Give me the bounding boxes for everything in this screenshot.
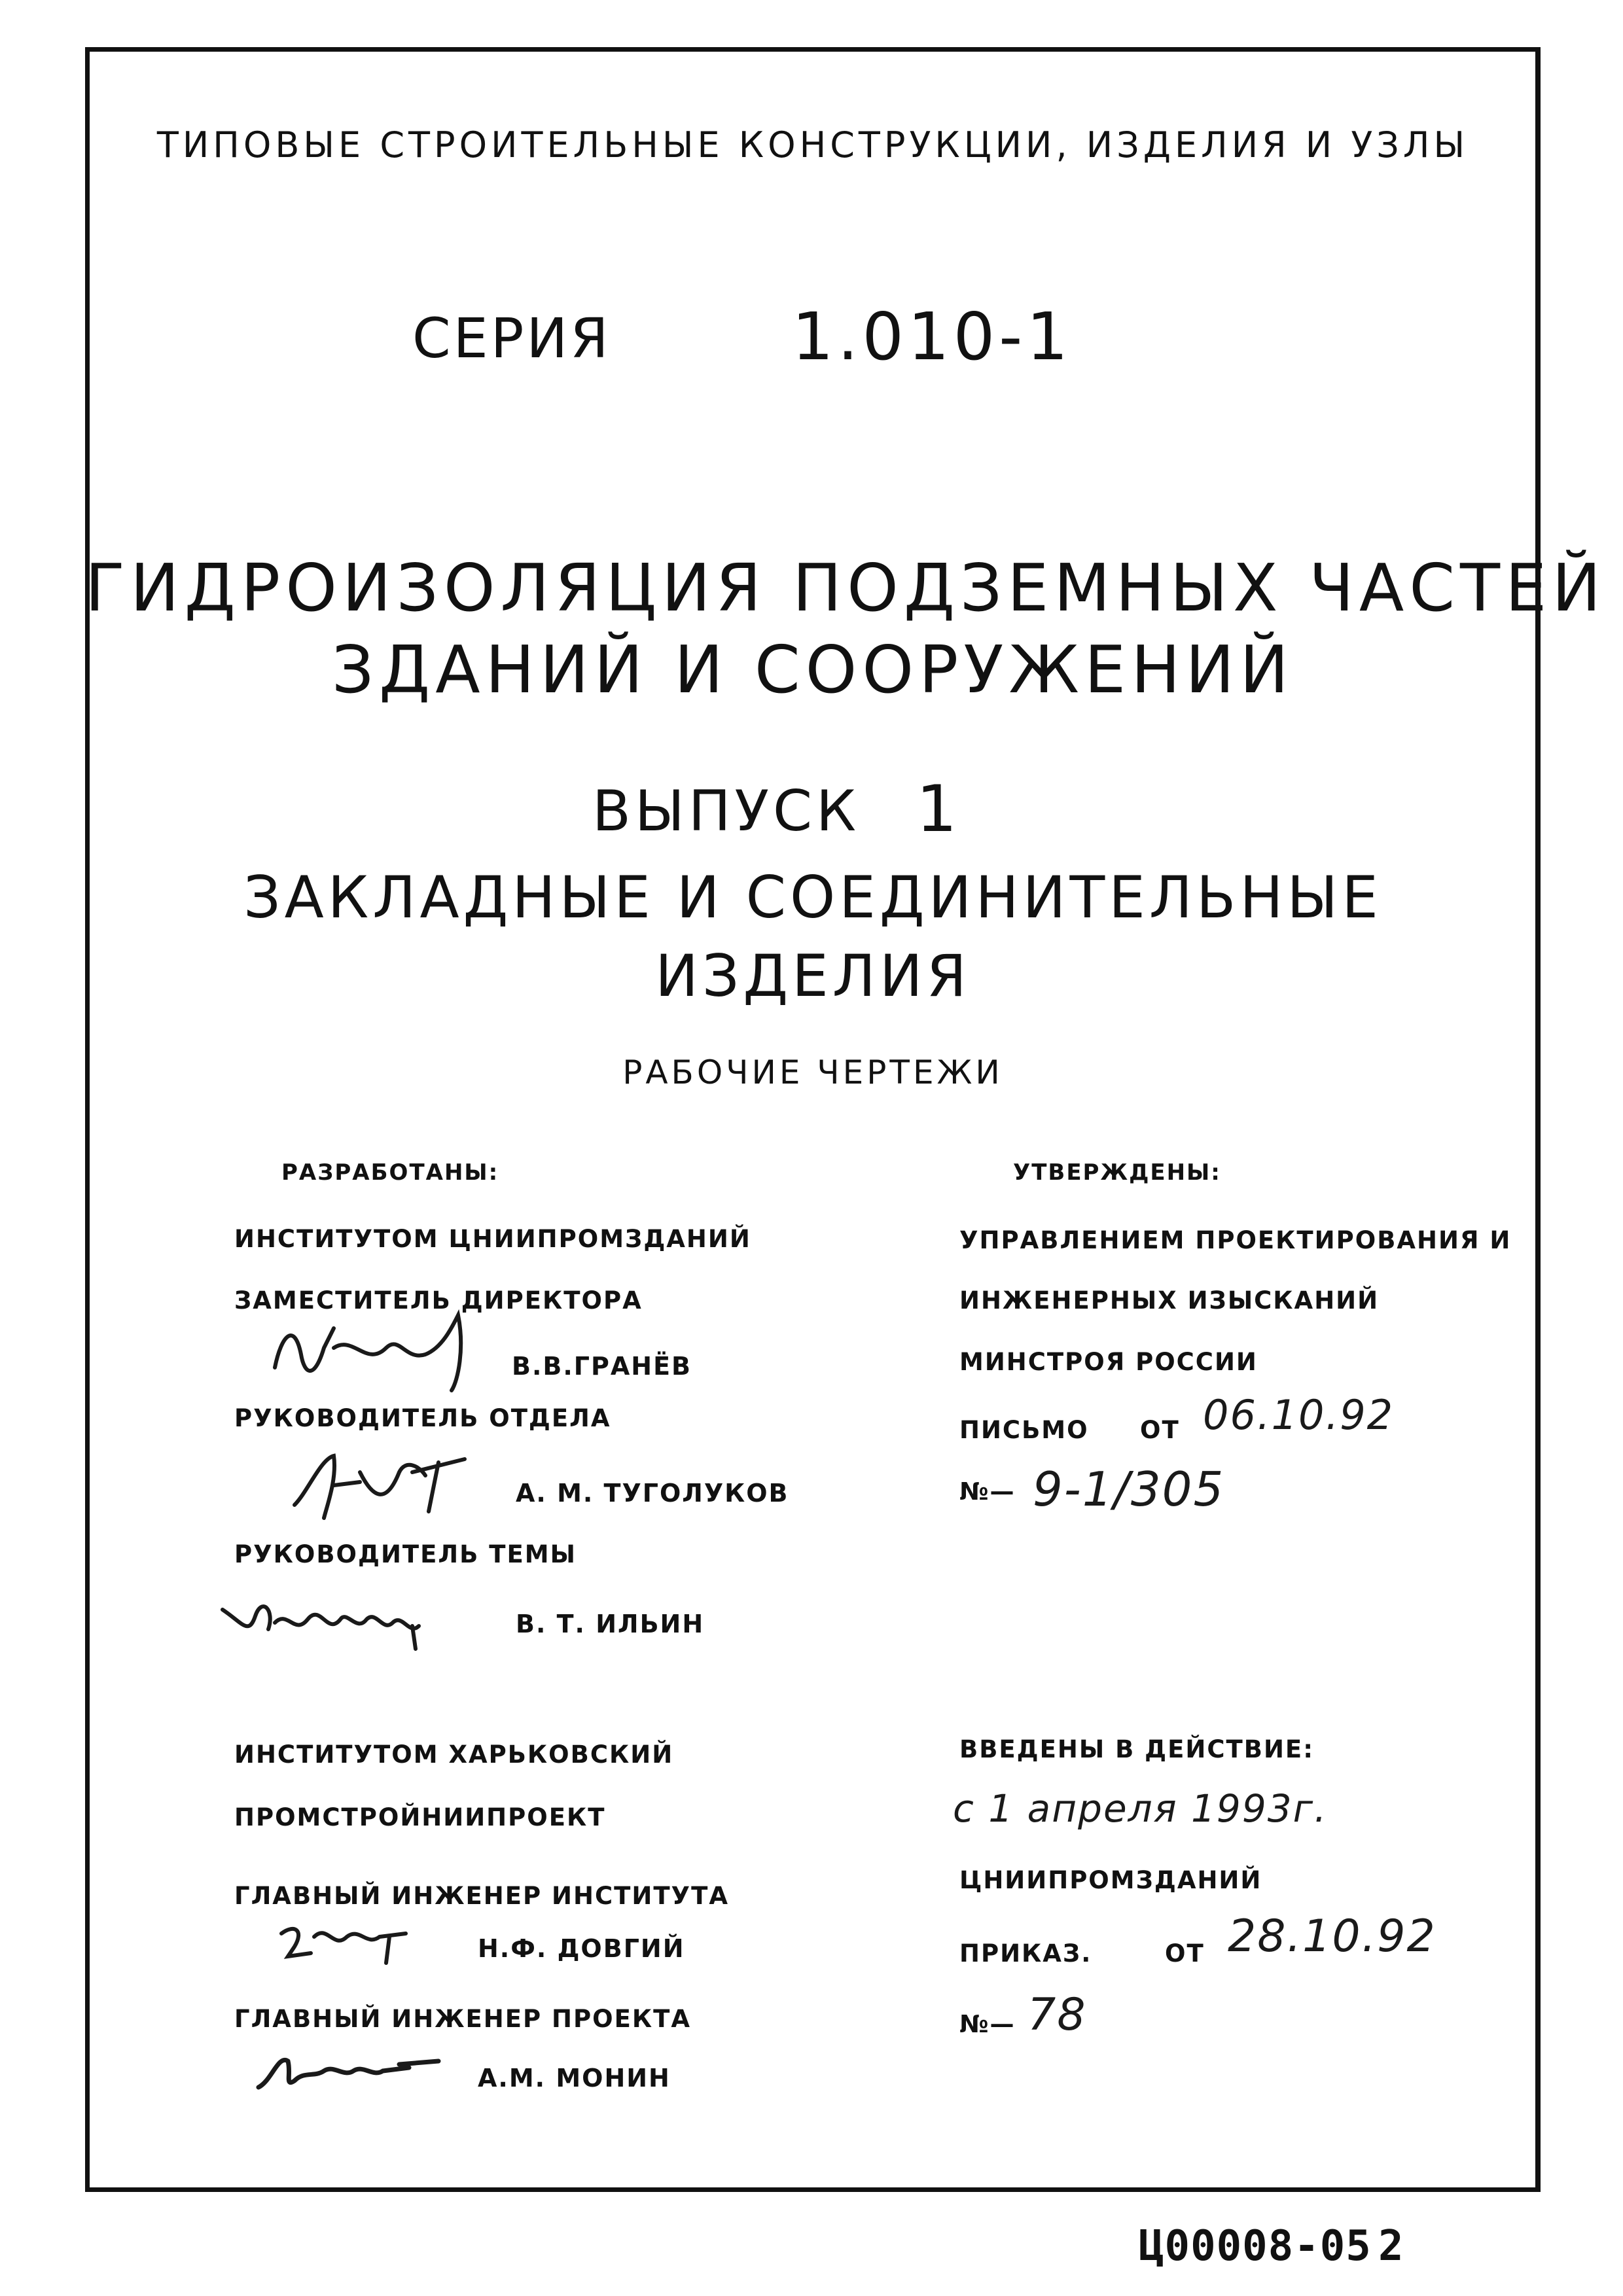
enacted-date: с 1 апреля 1993г. [953,1786,1328,1831]
page-number: 2 [1378,2222,1404,2270]
signature-granev [262,1309,497,1394]
approved-line1: УПРАВЛЕНИЕМ ПРОЕКТИРОВАНИЯ И [959,1226,1512,1254]
department-head-name: А. М. ТУГОЛУКОВ [516,1479,789,1508]
signature-monin [252,2041,442,2100]
signature-ilyin [216,1583,438,1655]
deputy-director-title: ЗАМЕСТИТЕЛЬ ДИРЕКТОРА [234,1286,643,1315]
series-label: СЕРИЯ [412,306,611,370]
approved-line2: ИНЖЕНЕРНЫХ ИЗЫСКАНИЙ [959,1286,1380,1315]
letter-from-label: ОТ [1140,1416,1180,1444]
letter-date: 06.10.92 [1203,1391,1395,1439]
developed-heading: РАЗРАБОТАНЫ: [281,1159,499,1186]
order-from-label: ОТ [1165,1939,1205,1968]
order-number: 78 [1027,1989,1087,2041]
order-label: ПРИКАЗ. [959,1939,1092,1968]
letter-number-label: №— [959,1477,1016,1506]
document-code: Ц00008-05 [1139,2222,1372,2270]
chief-engineer-project-title: ГЛАВНЫЙ ИНЖЕНЕР ПРОЕКТА [234,2005,691,2033]
working-drawings-label: РАБОЧИЕ ЧЕРТЕЖИ [622,1053,1003,1091]
topic-head-name: В. Т. ИЛЬИН [516,1610,705,1638]
institute-1: ИНСТИТУТОМ ЦНИИПРОМЗДАНИЙ [234,1225,751,1253]
institute-2-line2: ПРОМСТРОЙНИИПРОЕКТ [234,1803,606,1831]
signature-dovgiy [275,1917,419,1969]
document-title-line2: ЗДАНИЙ И СООРУЖЕНИЙ [331,631,1294,708]
letter-number: 9-1/305 [1033,1462,1225,1517]
issue-subtitle-line1: ЗАКЛАДНЫЕ И СОЕДИНИТЕЛЬНЫЕ [243,864,1382,931]
enacted-heading: ВВЕДЕНЫ В ДЕЙСТВИЕ: [959,1735,1314,1763]
institute-2-line1: ИНСТИТУТОМ ХАРЬКОВСКИЙ [234,1740,674,1769]
chief-engineer-project-name: А.М. МОНИН [478,2064,671,2093]
series-number: 1.010-1 [792,298,1072,375]
approved-line3: МИНСТРОЯ РОССИИ [959,1348,1258,1376]
chief-engineer-institute-name: Н.Ф. ДОВГИЙ [478,1934,685,1963]
issue-number: 1 [916,772,957,847]
topic-head-title: РУКОВОДИТЕЛЬ ТЕМЫ [234,1540,577,1568]
signature-tugolukov [288,1446,471,1525]
chief-engineer-institute-title: ГЛАВНЫЙ ИНЖЕНЕР ИНСТИТУТА [234,1882,729,1910]
series-heading: ТИПОВЫЕ СТРОИТЕЛЬНЫЕ КОНСТРУКЦИИ, ИЗДЕЛИЯ И УЗЛЫ [156,124,1469,166]
order-number-label: №— [959,2010,1016,2038]
issue-subtitle-line2: ИЗДЕЛИЯ [655,942,971,1010]
approved-heading: УТВЕРЖДЕНЫ: [1013,1159,1221,1186]
order-date: 28.10.92 [1228,1911,1436,1962]
deputy-director-name: В.В.ГРАНЁВ [512,1352,692,1381]
letter-label: ПИСЬМО [959,1416,1089,1444]
enacted-organization: ЦНИИПРОМЗДАНИЙ [959,1866,1262,1894]
document-title-line1: ГИДРОИЗОЛЯЦИЯ ПОДЗЕМНЫХ ЧАСТЕЙ [85,550,1607,626]
department-head-title: РУКОВОДИТЕЛЬ ОТДЕЛА [234,1404,611,1432]
issue-label: ВЫПУСК [592,779,861,844]
